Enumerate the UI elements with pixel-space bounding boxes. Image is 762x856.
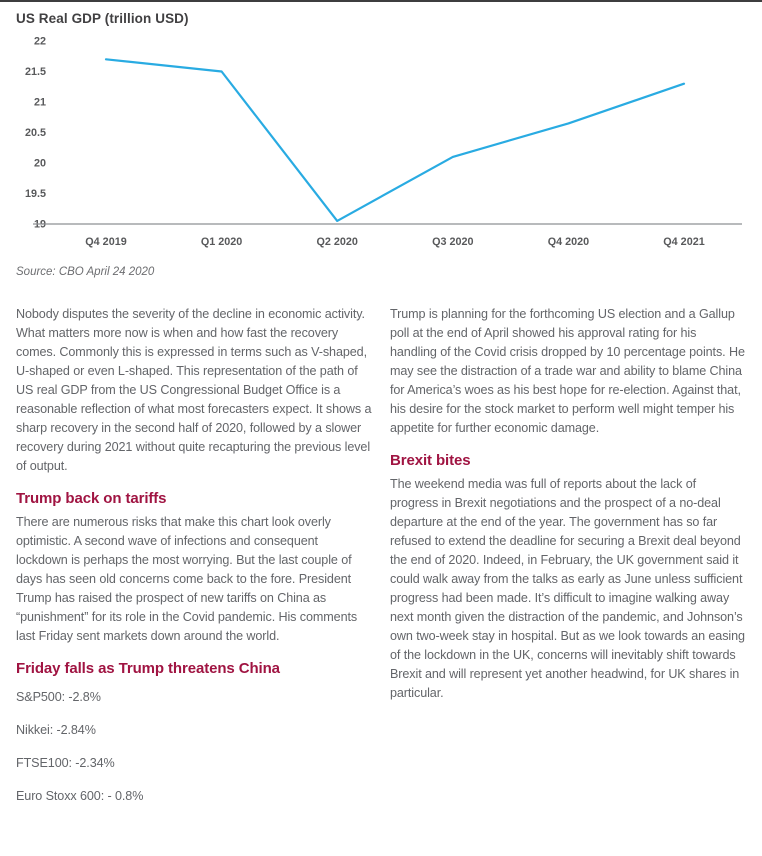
heading-brexit-bites: Brexit bites	[390, 452, 471, 469]
x-axis-tick-label: Q3 2020	[432, 236, 474, 248]
y-axis-tick-label: 22	[33, 35, 46, 48]
y-axis-tick-label: 20	[33, 157, 46, 170]
gdp-line-chart	[0, 28, 762, 256]
market-move-eurostoxx: Euro Stoxx 600: - 0.8%	[16, 789, 144, 803]
right-column	[390, 305, 746, 822]
y-axis-tick-label: 21.5	[24, 66, 46, 78]
article-columns	[0, 305, 762, 822]
x-axis-tick-label: Q4 2019	[85, 236, 127, 248]
tariffs-paragraph: There are numerous risks that make this chart look overly optimistic. A second wave of infections and consequent lockdown is perhaps the most worrying. But the last couple of days has seen old concerns come back to the fore. President Trump has raised the prospect of new tariffs on China as “punishment” for its role in the Covid pandemic. His comments last Friday sent markets down around the world.	[16, 515, 358, 643]
chart-title: US Real GDP (trillion USD)	[16, 11, 189, 26]
left-column	[16, 305, 372, 822]
y-axis-tick-label: 19	[33, 218, 46, 231]
intro-paragraph: Nobody disputes the severity of the decline in economic activity. What matters more now is when and how fast the recovery comes. Commonly this is expressed in terms such as V-shaped, U-shaped or even L-shaped. This representation of the path of US real GDP from the US Congressional Budget Office is a reasonable reflection of what most forecasters expect. It shows a sharp recovery in the second half of 2020, followed by a slower recovery during 2021 without quite recapturing the previous level of output.	[16, 307, 372, 473]
market-move-sp500: S&P500: -2.8%	[16, 690, 101, 704]
x-axis-tick-label: Q1 2020	[200, 236, 243, 248]
heading-friday-falls: Friday falls as Trump threatens China	[16, 660, 280, 677]
x-axis-tick-label: Q2 2020	[316, 236, 358, 248]
election-paragraph: Trump is planning for the forthcoming US election and a Gallup poll at the end of April showed his approval rating for his handling of the Covid crisis dropped by 10 percentage points. He may see the distraction of a trade war and ability to blame China for America’s woes as his best hope for re-election. Against that, his desire for the stock market to perform well might temper his appetite for further economic damage.	[390, 307, 745, 435]
brexit-paragraph: The weekend media was full of reports about the lack of progress in Brexit negotiations and the prospect of a no-deal departure at the end of the year. The government has so far refused to extend the deadline for securing a Brexit deal beyond the end of 2020. Indeed, in February, the UK government said it could walk away from the talks as early as June unless sufficient progress had been made. It’s difficult to imagine walking away next month given the distraction of the pandemic, and Johnson’s own two-week stay in hospital. But as we look towards an easing of the lockdown in the UK, concerns will inevitably shift towards Brexit and will represent yet another headwind, for UK shares in particular.	[390, 477, 745, 700]
gdp-chart	[0, 28, 762, 256]
heading-trump-tariffs: Trump back on tariffs	[16, 490, 167, 507]
y-axis-tick-label: 21	[33, 96, 46, 109]
x-axis-tick-label: Q4 2021	[663, 236, 705, 248]
y-axis-tick-label: 19.5	[24, 188, 46, 200]
y-axis-tick-label: 20.5	[24, 127, 46, 139]
chart-source: Source: CBO April 24 2020	[16, 266, 155, 278]
gdp-line-series	[106, 59, 684, 221]
x-axis-tick-label: Q4 2020	[547, 236, 590, 248]
market-move-nikkei: Nikkei: -2.84%	[16, 723, 96, 737]
market-move-ftse100: FTSE100: -2.34%	[16, 756, 115, 770]
